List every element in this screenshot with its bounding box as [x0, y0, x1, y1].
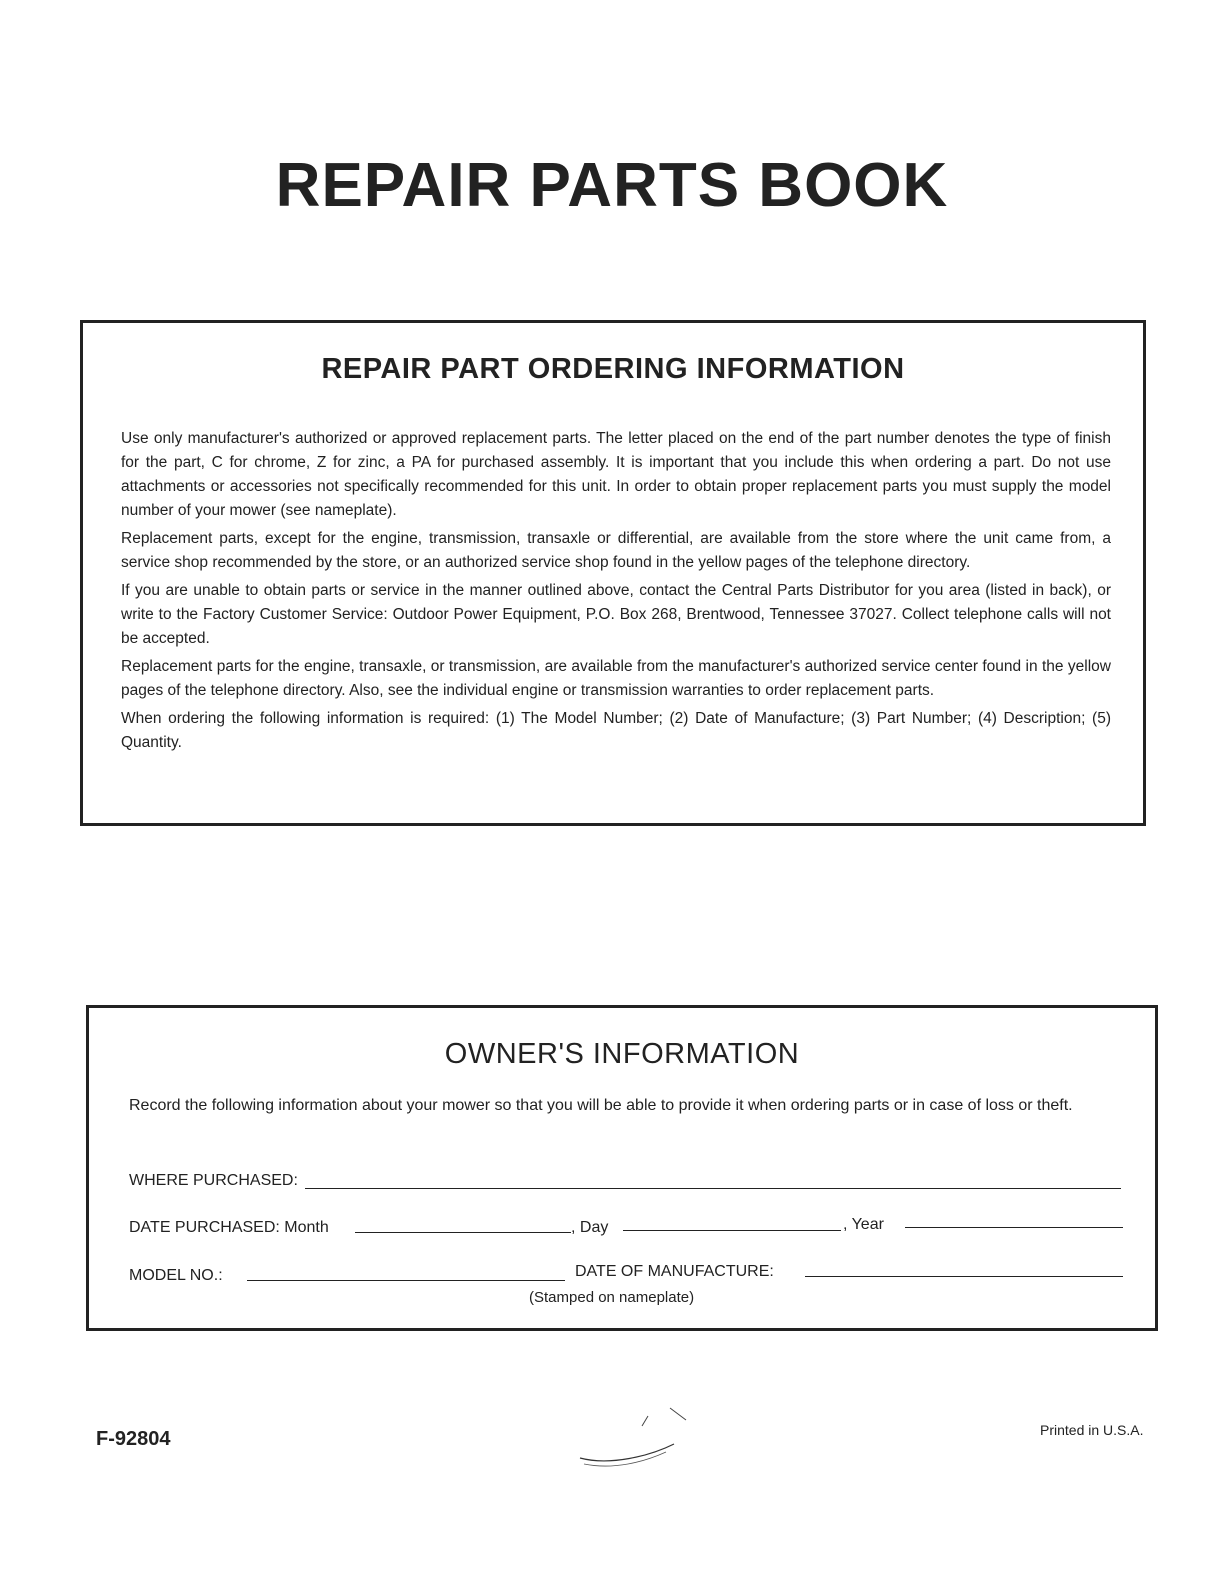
stamped-note: (Stamped on nameplate)	[529, 1289, 695, 1306]
owner-info-intro: Record the following information about your mower so that you will be able to provide it when ordering parts or in case of loss or theft.	[129, 1097, 1073, 1114]
day-field[interactable]	[623, 1230, 841, 1231]
ordering-paragraph: Replacement parts, except for the engine, transmission, transaxle or differential, are available from the store where the unit came from, a service shop recommended by the store, or an authorized service shop found in the yellow pages of the telephone directory.	[121, 530, 1111, 571]
ordering-paragraph: Use only manufacturer's authorized or approved replacement parts. The letter placed on the end of the part number denotes the type of finish for the part, C for chrome, Z for zinc, a PA for purchased assembly. It is important that you include this when ordering a part. Do not use attachments or accessories not specifically recommended for this unit. In order to obtain proper replacement parts you must supply the model number of your mower (see nameplate).	[121, 430, 1111, 519]
ordering-info-heading: REPAIR PART ORDERING INFORMATION	[321, 353, 905, 385]
date-of-manufacture-label: DATE OF MANUFACTURE:	[575, 1263, 774, 1280]
ordering-paragraph: If you are unable to obtain parts or service in the manner outlined above, contact the Central Parts Distributor for you area (listed in back), or write to the Factory Customer Service: Outdoor Power Equipment, P.O. Box 268, Brentwood, Tennessee 37027. Collect telephone calls will not be accepted.	[121, 582, 1111, 647]
where-purchased-label: WHERE PURCHASED:	[129, 1172, 298, 1189]
form-code: F-92804	[96, 1428, 171, 1450]
ordering-info-box	[80, 320, 1146, 826]
day-label: , Day	[571, 1219, 609, 1236]
date-of-manufacture-field[interactable]	[805, 1276, 1123, 1277]
model-no-field[interactable]	[247, 1280, 565, 1281]
owner-info-heading: OWNER'S INFORMATION	[444, 1038, 800, 1070]
date-purchased-label: DATE PURCHASED: Month	[129, 1219, 329, 1236]
month-field[interactable]	[355, 1232, 571, 1233]
year-field[interactable]	[905, 1227, 1123, 1228]
owner-info-box	[86, 1005, 1158, 1331]
where-purchased-field[interactable]	[305, 1188, 1121, 1189]
year-label: , Year	[843, 1216, 884, 1233]
ordering-paragraph: Replacement parts for the engine, transaxle, or transmission, are available from the manufacturer's authorized service center found in the yellow pages of the telephone directory. Also, see the individual engine or transmission warranties to order replacement parts.	[121, 658, 1111, 699]
ordering-info-text	[121, 427, 1111, 759]
page-title: REPAIR PARTS BOOK	[275, 151, 949, 220]
pen-mark	[570, 1400, 700, 1470]
printed-in-label: Printed in U.S.A.	[1040, 1422, 1144, 1438]
ordering-paragraph: When ordering the following information is required: (1) The Model Number; (2) Date of Manufacture; (3) Part Number; (4) Description; (5) Quantity.	[121, 710, 1111, 751]
model-no-label: MODEL NO.:	[129, 1267, 223, 1284]
